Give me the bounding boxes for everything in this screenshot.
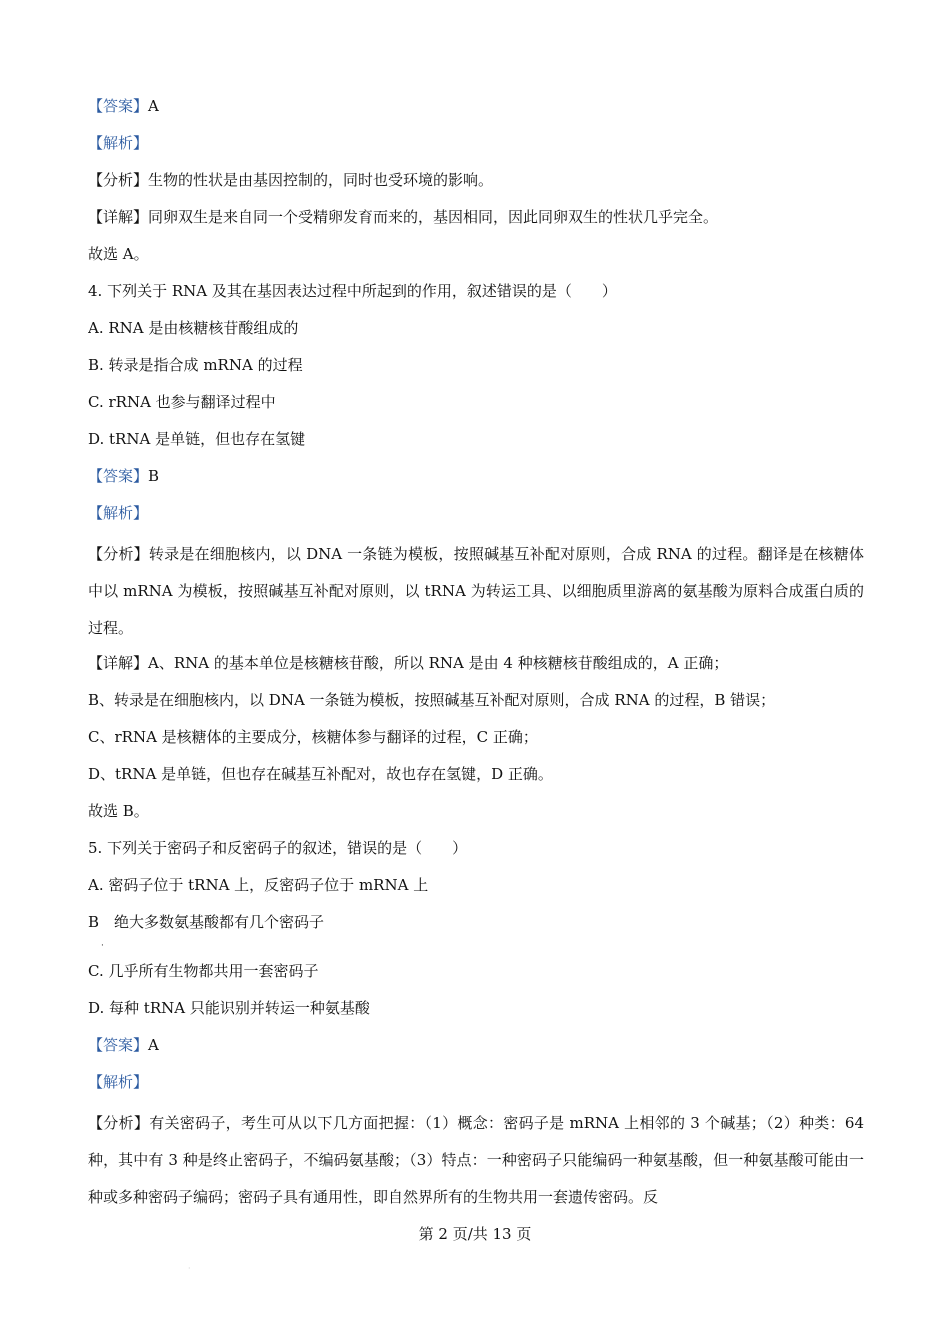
q5-answer (88, 1031, 864, 1068)
fenxi-text: 转录是在细胞核内，以 DNA 一条链为模板，按照碱基互补配对原则，合成 RNA 的过程。翻译是在核糖体中以 mRNA 为模板，按照碱基互补配对原则，以 tRNA 为转运工具、以细胞质里游离的氨基酸为原料合成蛋白质的过程。 (88, 545, 864, 637)
q5-option-c: C. 几乎所有生物都共用一套密码子 (88, 962, 319, 980)
detail-tag: 【详解】 (88, 208, 149, 226)
emphasis-dot: · (101, 941, 104, 951)
detail-text: A、RNA 的基本单位是核糖核苷酸，所以 RNA 是由 4 种核糖核苷酸组成的，A 正确； (148, 654, 729, 672)
q4-detail-a (88, 649, 864, 686)
answer-value: A (148, 97, 159, 115)
fenxi-tag: 【分析】 (88, 171, 149, 189)
q4-analysis-heading (88, 499, 864, 536)
detail-text: 同卵双生是来自同一个受精卵发育而来的，基因相同，因此同卵双生的性状几乎完全。 (148, 208, 719, 226)
watermark-dot: · (188, 1264, 191, 1273)
answer-tag: 【答案】 (88, 1036, 149, 1054)
q3-fenxi (88, 166, 864, 203)
document-body (88, 92, 864, 1218)
q3-analysis-heading (88, 129, 864, 166)
q4-detail-b: B、转录是在细胞核内，以 DNA 一条链为模板，按照碱基互补配对原则，合成 RNA 的过程，B 错误； (88, 691, 776, 709)
q4-conclusion: 故选 B。 (88, 802, 149, 820)
option-text: B 绝大多数氨基酸都有几个密码子 (88, 913, 325, 931)
q4-option-d: D. tRNA 是单链，但也存在氢键 (88, 430, 306, 448)
fenxi-text: 有关密码子，考生可从以下几方面把握：（1）概念：密码子是 mRNA 上相邻的 3 个碱基；（2）种类：64 种，其中有 3 种是终止密码子，不编码氨基酸；（3）特点：一种密码子只能编码一种氨基酸，但一种氨基酸可能由一种或多种密码子编码；密码子具有通用性，即自然界所有的生物共用一套遗传密码。反 (88, 1114, 864, 1206)
page-footer: 第 2 页/共 13 页 (418, 1225, 532, 1243)
fenxi-text: 生物的性状是由基因控制的，同时也受环境的影响。 (148, 171, 494, 189)
analysis-tag: 【解析】 (88, 134, 149, 152)
analysis-tag: 【解析】 (88, 504, 149, 522)
q5-option-d: D. 每种 tRNA 只能识别并转运一种氨基酸 (88, 999, 370, 1017)
q5-analysis-heading (88, 1068, 864, 1105)
q5-question: 5. 下列关于密码子和反密码子的叙述，错误的是（ ） (88, 839, 468, 857)
q5-option-a: A. 密码子位于 tRNA 上，反密码子位于 mRNA 上 (88, 876, 429, 894)
q5-fenxi (88, 1105, 864, 1216)
q4-option-b: B. 转录是指合成 mRNA 的过程 (88, 356, 303, 374)
detail-tag: 【详解】 (88, 654, 149, 672)
q4-option-a: A. RNA 是由核糖核苷酸组成的 (88, 319, 299, 337)
q4-question: 4. 下列关于 RNA 及其在基因表达过程中所起到的作用，叙述错误的是（ ） (88, 282, 617, 300)
q4-option-c: C. rRNA 也参与翻译过程中 (88, 393, 276, 411)
q3-answer (88, 92, 864, 129)
q3-conclusion: 故选 A。 (88, 245, 149, 263)
fenxi-tag: 【分析】 (88, 545, 149, 563)
q3-detail (88, 203, 864, 240)
fenxi-tag: 【分析】 (88, 1114, 150, 1132)
answer-tag: 【答案】 (88, 467, 149, 485)
answer-tag: 【答案】 (88, 97, 149, 115)
q4-detail-d: D、tRNA 是单链，但也存在碱基互补配对，故也存在氢键，D 正确。 (88, 765, 553, 783)
answer-value: A (148, 1036, 159, 1054)
q5-option-b (88, 908, 864, 957)
q4-fenxi (88, 536, 864, 647)
q4-answer (88, 462, 864, 499)
answer-value: B (148, 467, 160, 485)
analysis-tag: 【解析】 (88, 1073, 149, 1091)
q4-detail-c: C、rRNA 是核糖体的主要成分，核糖体参与翻译的过程，C 正确； (88, 728, 538, 746)
